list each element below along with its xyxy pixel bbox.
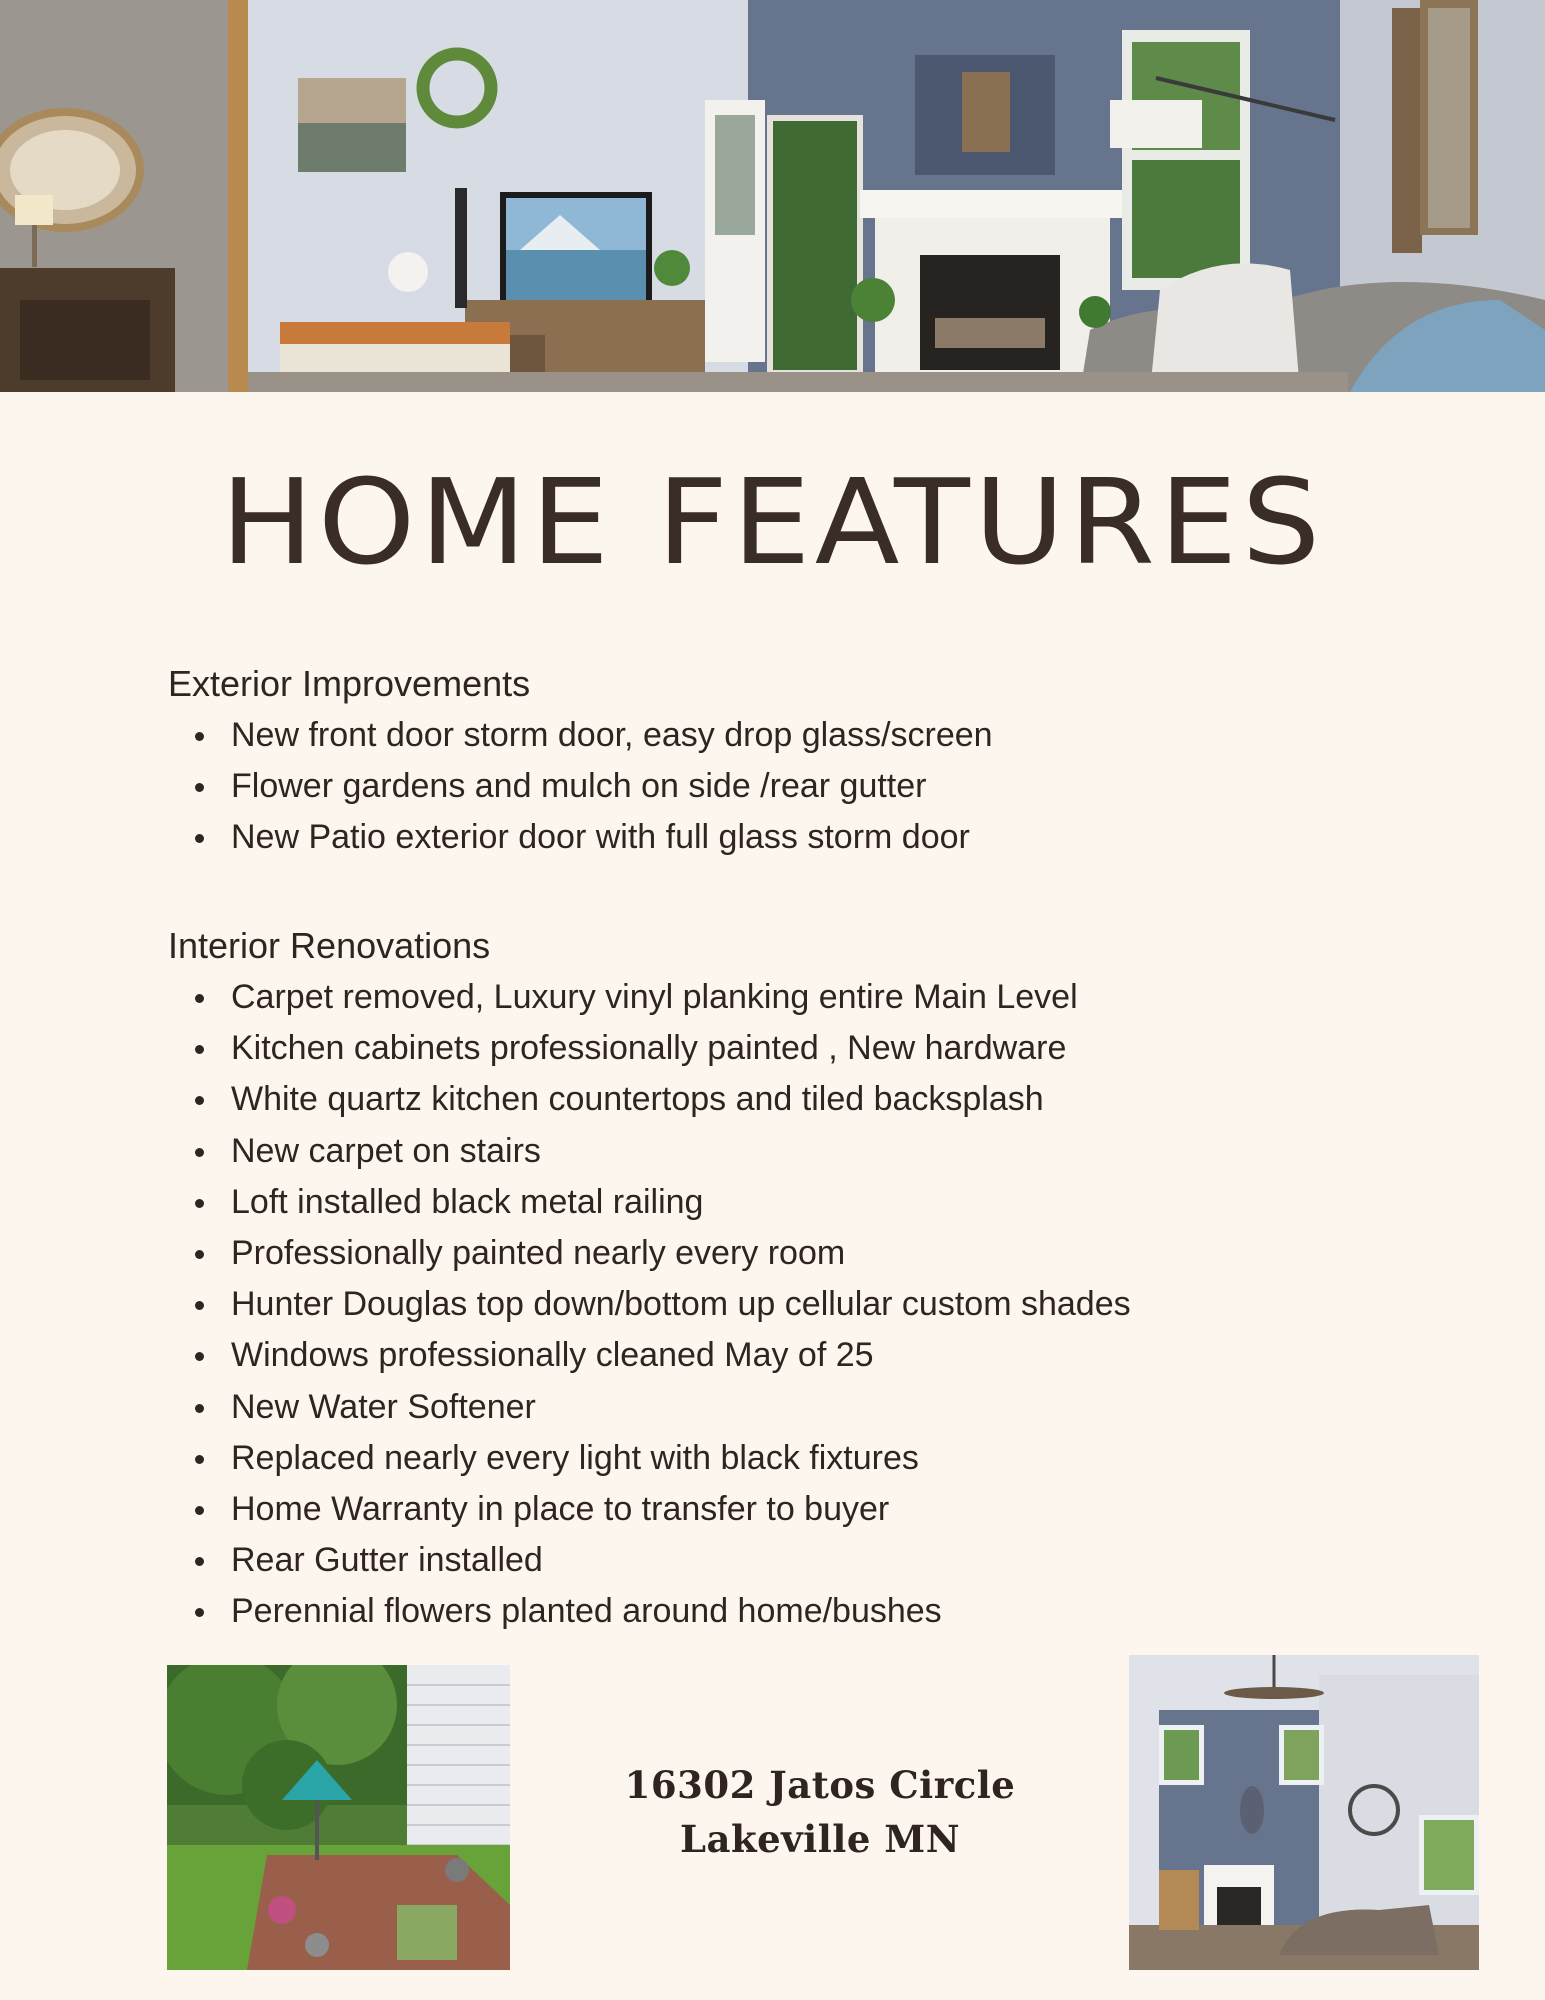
bullet-icon xyxy=(195,1608,204,1617)
list-item-text: New Water Softener xyxy=(231,1387,536,1426)
interior-feature-list xyxy=(168,972,1318,1638)
bullet-icon xyxy=(195,1096,204,1105)
list-item xyxy=(168,1330,1318,1381)
list-item-text: New carpet on stairs xyxy=(231,1131,541,1170)
property-address xyxy=(560,1758,1080,1866)
bullet-icon xyxy=(195,1455,204,1464)
list-item xyxy=(168,812,1318,863)
bullet-icon xyxy=(195,1148,204,1157)
list-item xyxy=(168,761,1318,812)
list-item-text: New front door storm door, easy drop glass/screen xyxy=(231,716,993,754)
list-item xyxy=(168,1228,1318,1279)
list-item xyxy=(168,1126,1318,1177)
list-item xyxy=(168,1023,1318,1074)
address-line2: Lakeville MN xyxy=(679,1817,961,1861)
list-item xyxy=(168,1279,1318,1330)
list-item-text: Perennial flowers planted around home/bushes xyxy=(231,1592,942,1631)
bullet-icon xyxy=(195,834,204,843)
list-item xyxy=(168,972,1318,1023)
list-item xyxy=(168,1535,1318,1586)
list-item xyxy=(168,1586,1318,1637)
exterior-heading: Exterior Improvements xyxy=(168,663,531,704)
bullet-icon xyxy=(195,732,204,741)
bullet-icon xyxy=(195,1045,204,1054)
list-item-text: Replaced nearly every light with black fixtures xyxy=(231,1438,919,1477)
patio-photo xyxy=(167,1665,510,1970)
address-line1: 16302 Jatos Circle xyxy=(624,1763,1016,1807)
list-item-text: Hunter Douglas top down/bottom up cellular custom shades xyxy=(231,1285,1131,1324)
interior-section xyxy=(168,920,1318,1638)
exterior-feature-list xyxy=(168,710,1318,864)
page-title: HOME FEATURES xyxy=(220,453,1325,591)
list-item-text: Rear Gutter installed xyxy=(231,1541,543,1580)
list-item xyxy=(168,1074,1318,1125)
bullet-icon xyxy=(195,1404,204,1413)
bullet-icon xyxy=(195,1199,204,1208)
bullet-icon xyxy=(195,1352,204,1361)
bullet-icon xyxy=(195,1301,204,1310)
list-item-text: Carpet removed, Luxury vinyl planking entire Main Level xyxy=(231,978,1078,1016)
bullet-icon xyxy=(195,783,204,792)
list-item xyxy=(168,710,1318,761)
list-item-text: Professionally painted nearly every room xyxy=(231,1234,846,1273)
list-item-text: Home Warranty in place to transfer to buyer xyxy=(231,1490,890,1529)
list-item-text: Loft installed black metal railing xyxy=(231,1182,704,1221)
list-item-text: New Patio exterior door with full glass storm door xyxy=(231,818,970,857)
list-item xyxy=(168,1433,1318,1484)
list-item-text: Kitchen cabinets professionally painted , New hardware xyxy=(231,1029,1067,1068)
interior-heading: Interior Renovations xyxy=(168,925,491,966)
great-room-photo xyxy=(1129,1655,1479,1970)
bullet-icon xyxy=(195,994,204,1003)
bullet-icon xyxy=(195,1557,204,1566)
list-item-text: Windows professionally cleaned May of 25 xyxy=(231,1336,874,1375)
bullet-icon xyxy=(195,1250,204,1259)
list-item-text: White quartz kitchen countertops and tiled backsplash xyxy=(231,1080,1044,1119)
list-item xyxy=(168,1177,1318,1228)
list-item xyxy=(168,1484,1318,1535)
list-item-text: Flower gardens and mulch on side /rear gutter xyxy=(231,767,927,806)
bullet-icon xyxy=(195,1506,204,1515)
hero-living-room-photo xyxy=(0,0,1545,392)
exterior-section xyxy=(168,658,1318,864)
list-item xyxy=(168,1382,1318,1433)
